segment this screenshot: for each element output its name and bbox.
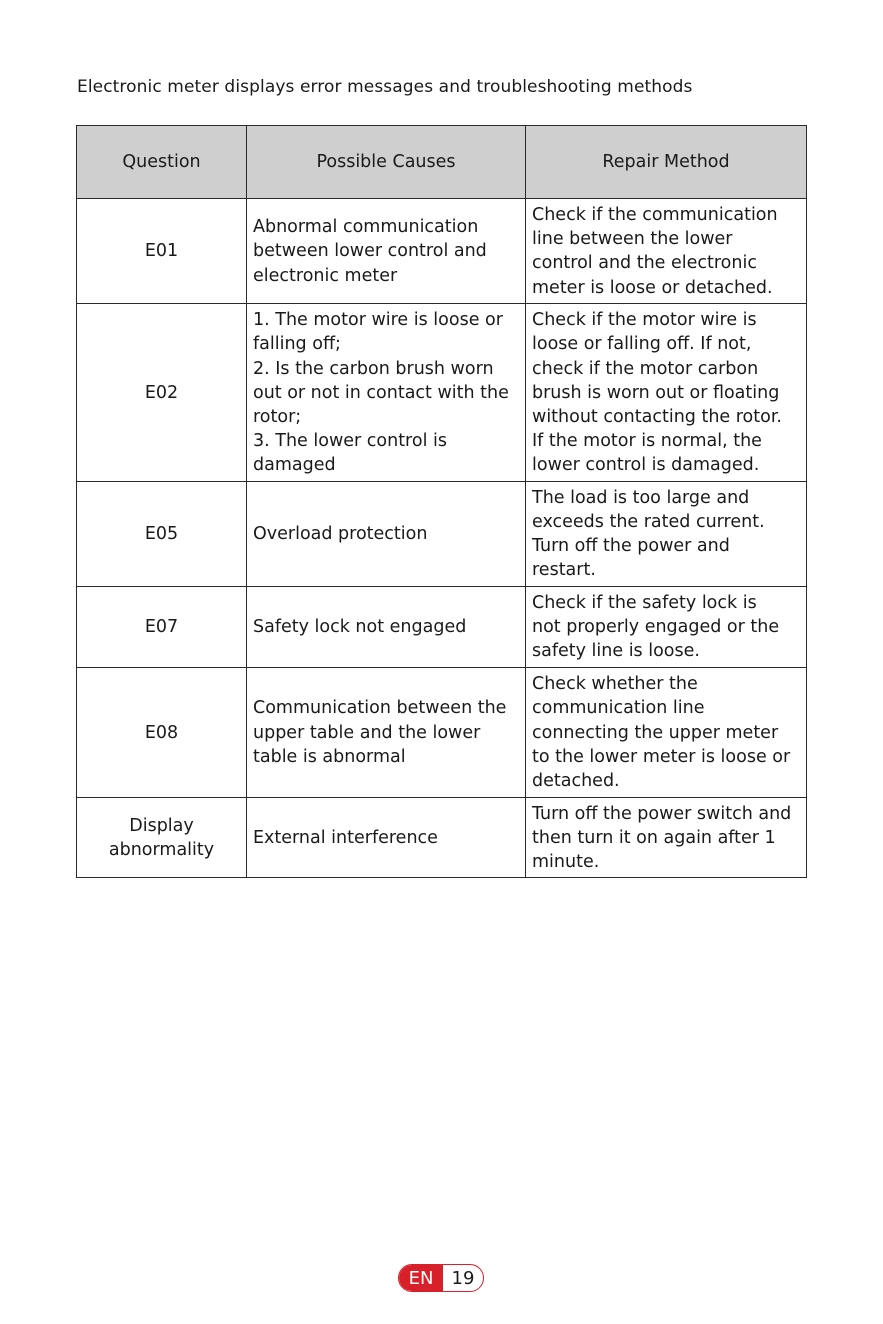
repair-method: Check if the safety lock is not properly engaged or the safety line is loose. bbox=[526, 586, 807, 667]
repair-method: Check whether the communication line connecting the upper meter to the lower meter is loose or detached. bbox=[526, 667, 807, 797]
error-code: E08 bbox=[77, 667, 247, 797]
table-row bbox=[77, 303, 807, 481]
error-code: E01 bbox=[77, 199, 247, 304]
possible-causes: Overload protection bbox=[247, 481, 526, 586]
possible-causes: Abnormal communication between lower control and electronic meter bbox=[247, 199, 526, 304]
possible-causes: External interference bbox=[247, 797, 526, 878]
table-row bbox=[77, 481, 807, 586]
possible-causes: Communication between the upper table and the lower table is abnormal bbox=[247, 667, 526, 797]
page-number: 19 bbox=[451, 1267, 475, 1289]
header-causes: Possible Causes bbox=[247, 126, 526, 199]
language-label: EN bbox=[399, 1265, 443, 1291]
repair-method: The load is too large and exceeds the rated current. Turn off the power and restart. bbox=[526, 481, 807, 586]
table-header-row bbox=[77, 126, 807, 199]
repair-method: Turn off the power switch and then turn it on again after 1 minute. bbox=[526, 797, 807, 878]
page-title: Electronic meter displays error messages and troubleshooting methods bbox=[77, 77, 693, 97]
error-code: E02 bbox=[77, 303, 247, 481]
header-question: Question bbox=[77, 126, 247, 199]
header-repair: Repair Method bbox=[526, 126, 807, 199]
table-row bbox=[77, 586, 807, 667]
possible-causes: 1. The motor wire is loose or falling off; 2. Is the carbon brush worn out or not in contact with the rotor; 3. The lower control is damaged bbox=[247, 303, 526, 481]
error-code: E07 bbox=[77, 586, 247, 667]
table-row bbox=[77, 199, 807, 304]
repair-method: Check if the motor wire is loose or falling off. If not, check if the motor carbon brush is worn out or floating without contacting the rotor. If the motor is normal, the lower control is damaged. bbox=[526, 303, 807, 481]
error-code: E05 bbox=[77, 481, 247, 586]
page-number-badge bbox=[398, 1264, 484, 1292]
table-row bbox=[77, 797, 807, 878]
error-table bbox=[76, 125, 807, 878]
repair-method: Check if the communication line between the lower control and the electronic meter is loose or detached. bbox=[526, 199, 807, 304]
table-row bbox=[77, 667, 807, 797]
error-code: Display abnormality bbox=[77, 797, 247, 878]
possible-causes: Safety lock not engaged bbox=[247, 586, 526, 667]
